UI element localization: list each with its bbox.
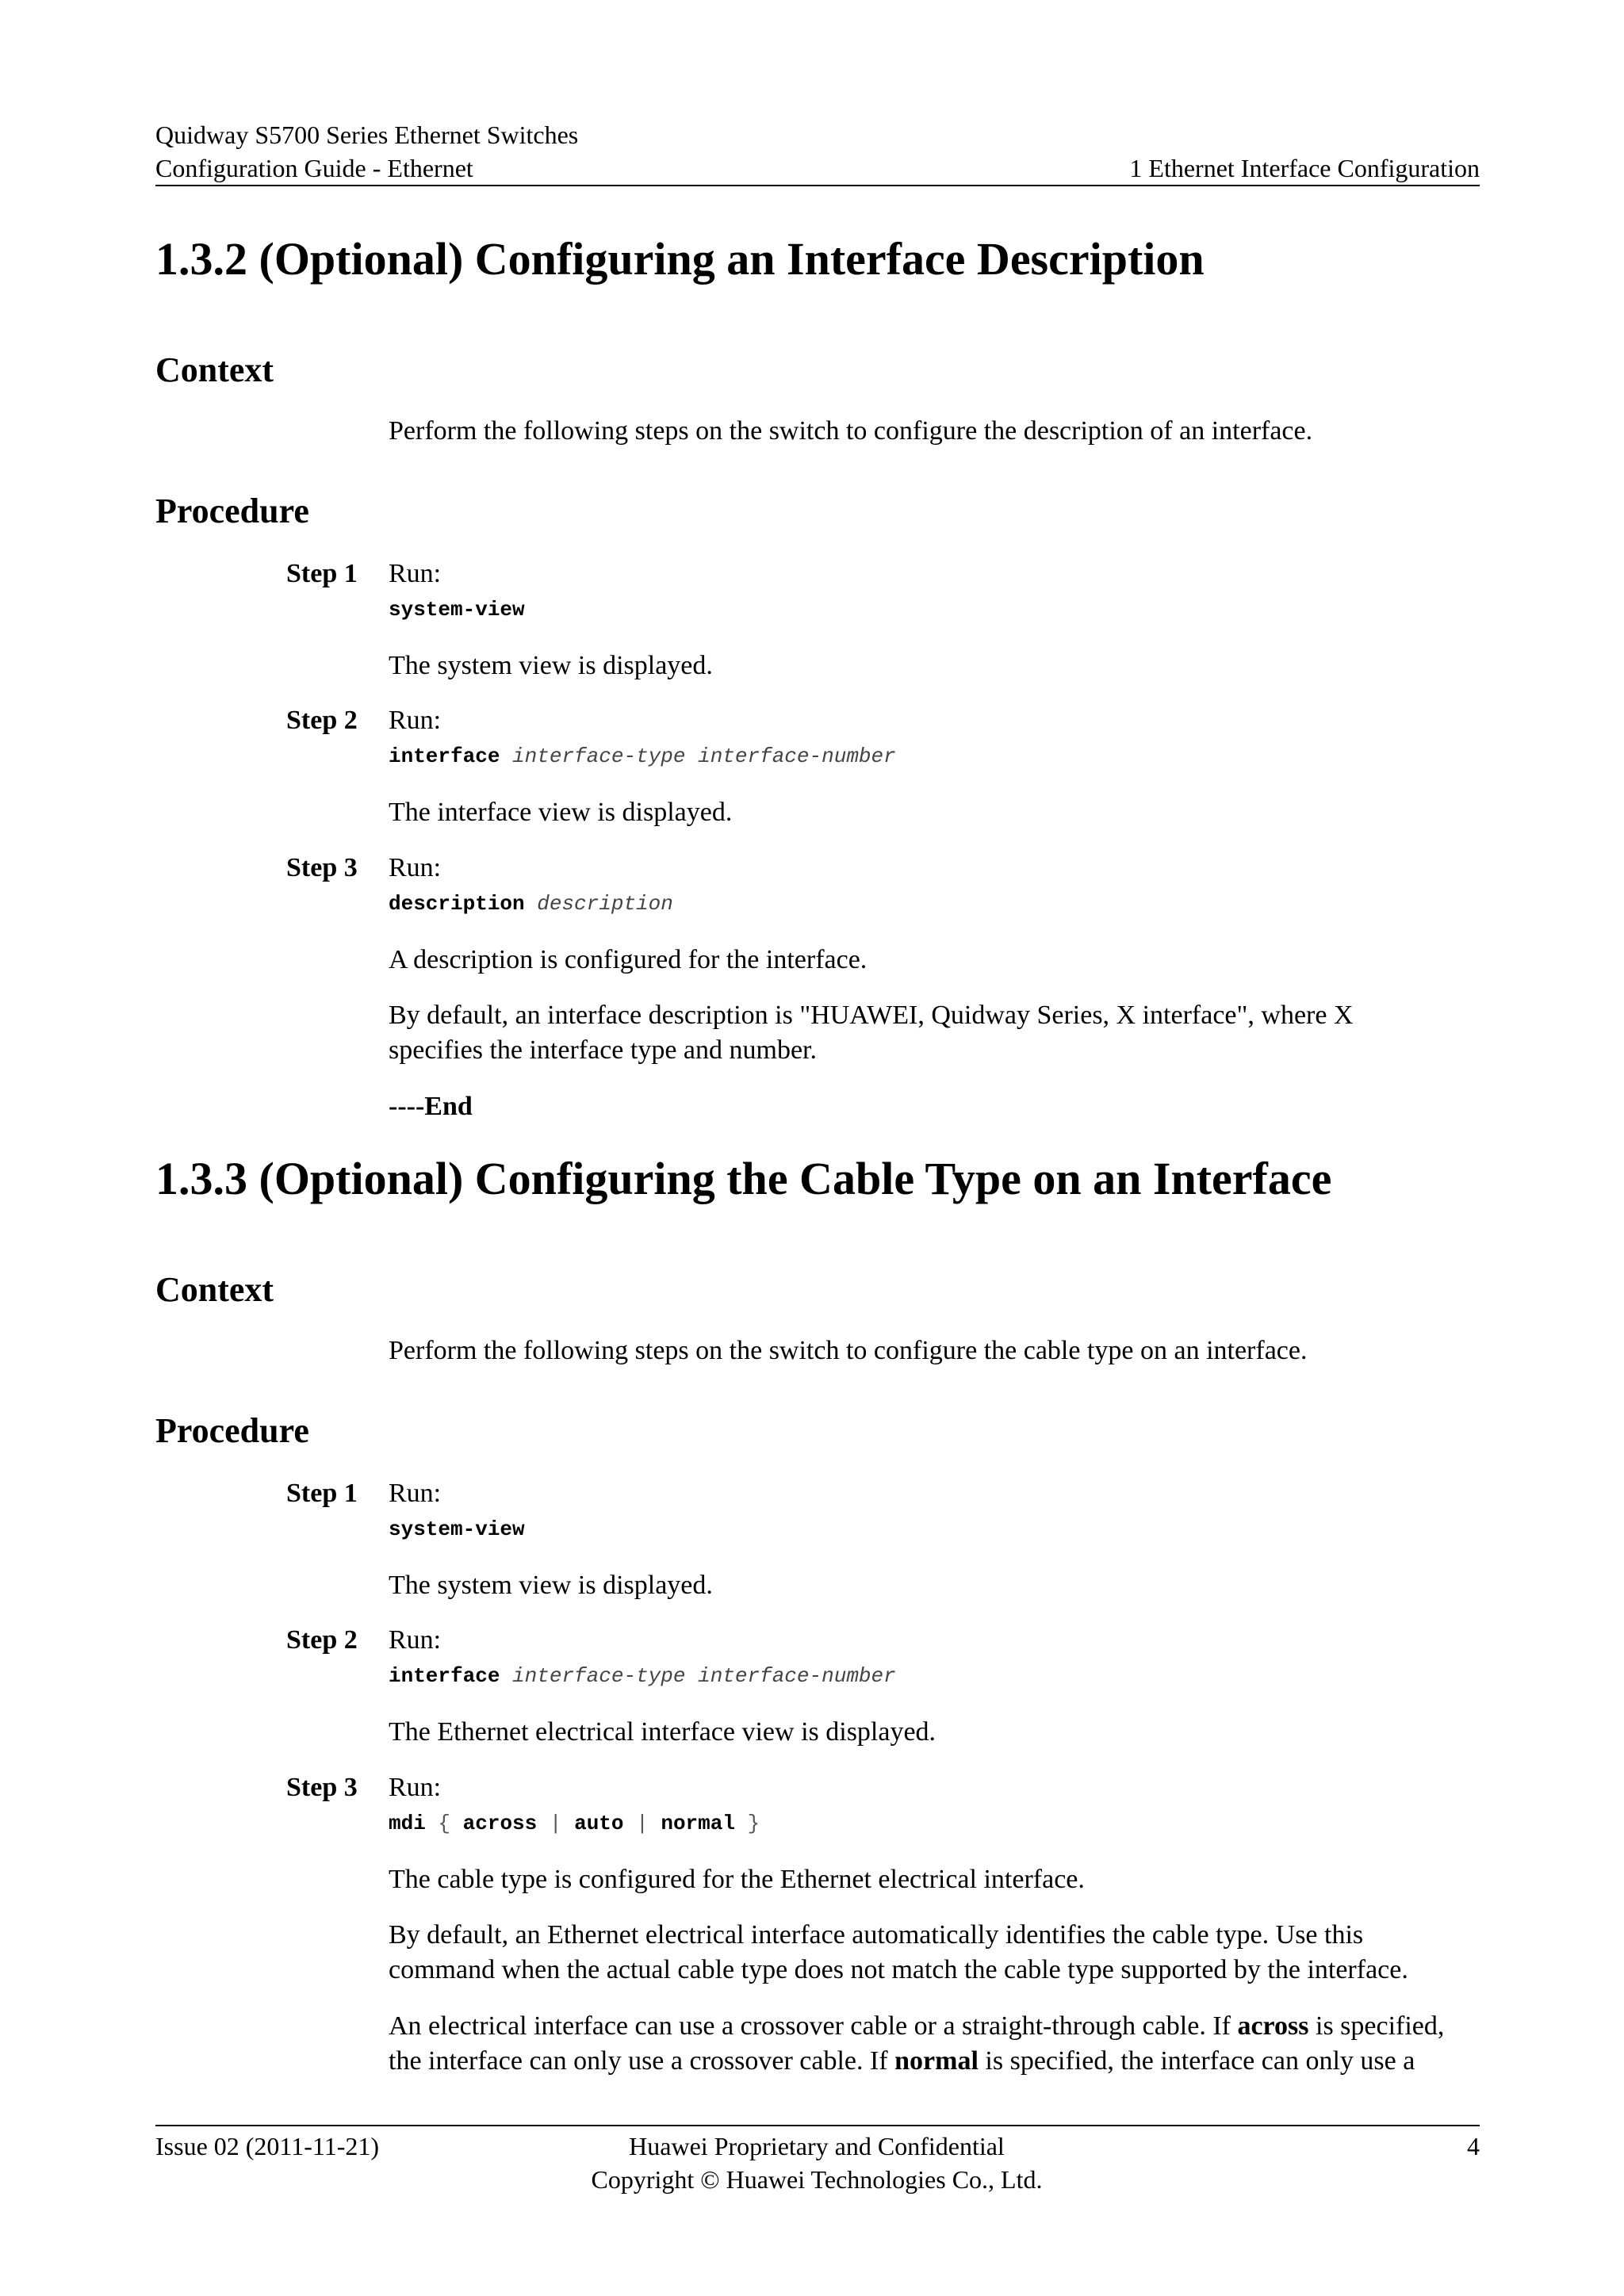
header-chapter-name: 1 Ethernet Interface Configuration (1129, 154, 1480, 182)
footer-copyright-block (420, 2130, 1213, 2196)
step-note-line: specifies the interface type and number. (389, 1035, 817, 1065)
run-label: Run: (389, 559, 442, 588)
header-guide-name: Configuration Guide - Ethernet (155, 154, 473, 182)
procedure-heading: Procedure (155, 492, 309, 530)
command-separator: | (549, 1812, 562, 1835)
context-text: Perform the following steps on the switch to configure the cable type on an interface. (389, 1336, 1308, 1365)
step-note-line: An electrical interface can use a crossover cable or a straight-through cable. If across is specified, (389, 2011, 1445, 2041)
command-line (389, 891, 673, 916)
step-result: The Ethernet electrical interface view is displayed. (389, 1717, 936, 1747)
step-note (389, 2009, 1483, 2079)
run-label: Run: (389, 1479, 442, 1508)
command-option: across (462, 1812, 538, 1835)
section-title-1-3-3: 1.3.3 (Optional) Configuring the Cable Type on an Interface (155, 1153, 1332, 1204)
header-row (155, 152, 1480, 184)
command-argument: description (537, 892, 673, 916)
option-across: across (1237, 2011, 1309, 2041)
command-option: normal (661, 1812, 735, 1835)
command-line (389, 744, 896, 769)
procedure-end-marker: ----End (389, 1092, 473, 1121)
footer-copyright: Copyright © Huawei Technologies Co., Ltd. (591, 2165, 1043, 2194)
step-label: Step 2 (286, 706, 358, 735)
command-brace-close: } (747, 1812, 760, 1835)
step-label: Step 3 (286, 1773, 358, 1802)
command-option: auto (574, 1812, 624, 1835)
footer-proprietary: Huawei Proprietary and Confidential (629, 2132, 1005, 2160)
section-title-1-3-2: 1.3.2 (Optional) Configuring an Interface Description (155, 233, 1205, 285)
step-label: Step 3 (286, 853, 358, 882)
step-label: Step 2 (286, 1625, 358, 1655)
command-line (389, 1663, 896, 1689)
step-result: The cable type is configured for the Ethernet electrical interface. (389, 1865, 1085, 1894)
context-heading: Context (155, 1270, 274, 1309)
header-product-name: Quidway S5700 Series Ethernet Switches (155, 121, 579, 149)
context-heading: Context (155, 350, 274, 389)
command-line (389, 1517, 525, 1542)
step-note (389, 998, 1483, 1068)
step-note-line: command when the actual cable type does not match the cable type supported by the interface. (389, 1955, 1408, 1984)
footer-divider (155, 2125, 1480, 2126)
command-keyword: system-view (389, 598, 525, 622)
command-line (389, 597, 525, 622)
command-keyword: description (389, 892, 525, 916)
step-result: The system view is displayed. (389, 651, 713, 680)
run-label: Run: (389, 1773, 442, 1802)
header-divider (155, 185, 1480, 186)
step-note-line: By default, an interface description is "HUAWEI, Quidway Series, X interface", where X (389, 1001, 1354, 1030)
run-label: Run: (389, 853, 442, 882)
step-note (389, 1918, 1483, 1988)
step-note-line: By default, an Ethernet electrical interface automatically identifies the cable type. Use this (389, 1920, 1364, 1950)
command-brace-open: { (438, 1812, 451, 1835)
step-note-line: the interface can only use a crossover cable. If normal is specified, the interface can only use a (389, 2046, 1415, 2076)
command-line (389, 1811, 760, 1836)
command-argument: interface-type interface-number (512, 744, 896, 768)
page-number: 4 (1467, 2132, 1480, 2160)
command-keyword: interface (389, 1664, 500, 1688)
step-result: The interface view is displayed. (389, 798, 733, 827)
context-text: Perform the following steps on the switch to configure the description of an interface. (389, 416, 1313, 446)
command-argument: interface-type interface-number (512, 1664, 896, 1688)
command-keyword: system-view (389, 1517, 525, 1541)
command-keyword: mdi (389, 1812, 426, 1835)
run-label: Run: (389, 1625, 442, 1655)
command-keyword: interface (389, 744, 500, 768)
procedure-heading: Procedure (155, 1411, 309, 1450)
step-label: Step 1 (286, 1479, 358, 1508)
command-separator: | (636, 1812, 649, 1835)
option-normal: normal (894, 2046, 979, 2076)
run-label: Run: (389, 706, 442, 735)
footer-issue: Issue 02 (2011-11-21) (155, 2132, 380, 2160)
step-result: The system view is displayed. (389, 1571, 713, 1600)
step-label: Step 1 (286, 559, 358, 588)
step-result: A description is configured for the interface. (389, 945, 868, 974)
